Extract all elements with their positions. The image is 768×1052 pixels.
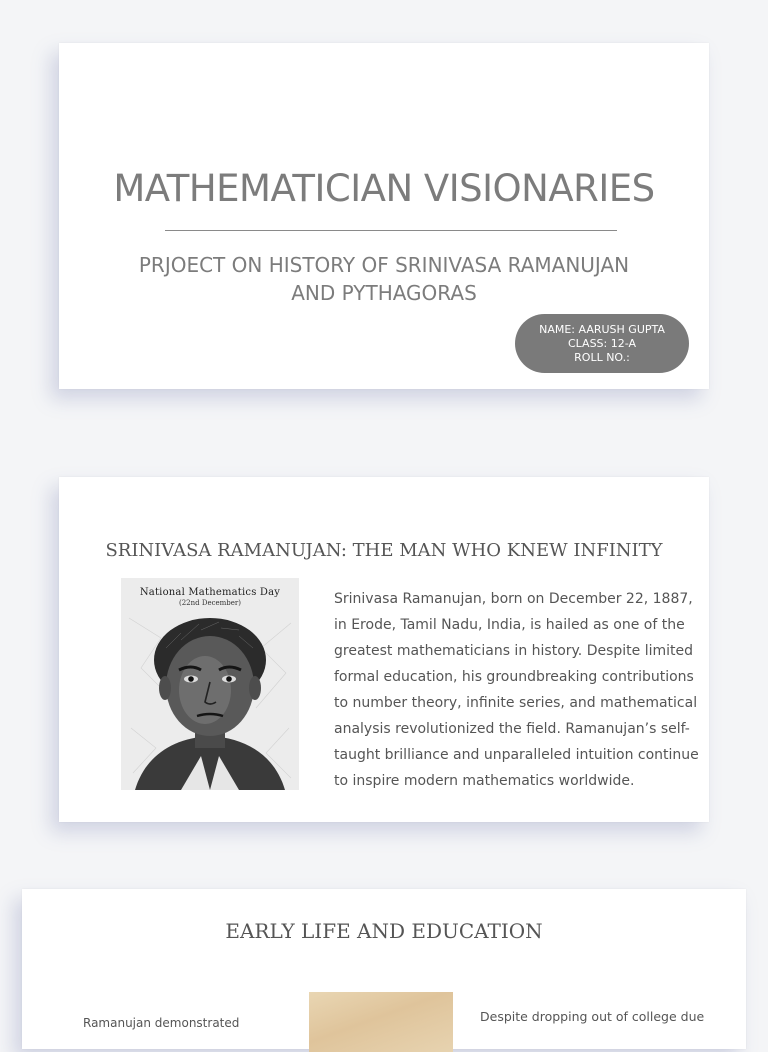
presentation-title: MATHEMATICIAN VISIONARIES	[113, 167, 655, 210]
student-info-badge	[515, 314, 689, 373]
ramanujan-portrait-image	[121, 578, 299, 790]
portrait-caption-date: (22nd December)	[178, 599, 241, 607]
intro-paragraph: Srinivasa Ramanujan, born on December 22, 1887, in Erode, Tamil Nadu, India, is hailed as one of the greatest mathematicians in history. Despite limited formal education, his groundbreaking contributions to number theory, infinite series, and mathematical analysis revolutionized the field. Ramanujan’s self-taught brilliance and unparalleled intuition continue to inspire modern mathematics worldwide.	[334, 591, 699, 789]
title-divider	[165, 230, 617, 231]
portrait-illustration	[121, 578, 299, 790]
early-life-slide	[22, 889, 746, 1049]
student-class: CLASS: 12-A	[567, 336, 636, 350]
ramanujan-intro-slide	[59, 477, 709, 822]
left-paragraph: Ramanujan demonstrated	[83, 1016, 240, 1030]
portrait-caption: National Mathematics Day	[139, 587, 281, 598]
right-paragraph: Despite dropping out of college due	[480, 1009, 705, 1024]
student-roll: ROLL NO.:	[574, 350, 630, 364]
slide-title: EARLY LIFE AND EDUCATION	[225, 919, 543, 943]
slide-title: SRINIVASA RAMANUJAN: THE MAN WHO KNEW INFINITY	[105, 540, 663, 561]
presentation-subtitle: PRJOECT ON HISTORY OF SRINIVASA RAMANUJAN AND PYTHAGORAS	[138, 253, 630, 305]
early-life-image	[309, 992, 453, 1052]
title-slide	[59, 43, 709, 389]
student-name: NAME: AARUSH GUPTA	[539, 322, 665, 336]
